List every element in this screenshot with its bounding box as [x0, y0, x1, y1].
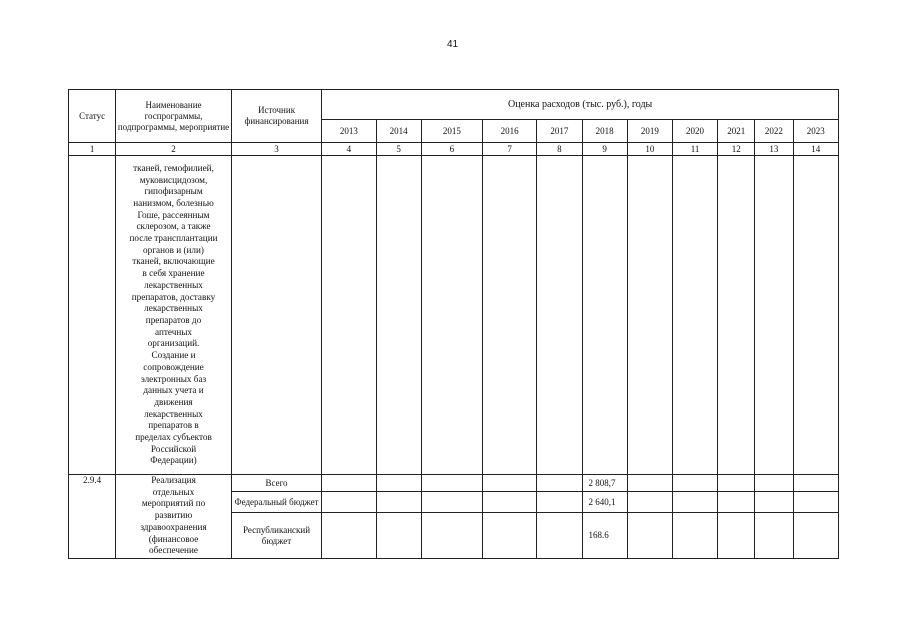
year-2016: 2016 — [483, 120, 537, 143]
source-cell: Республиканский бюджет — [231, 513, 321, 559]
year-2013: 2013 — [322, 120, 376, 143]
col-number: 10 — [627, 143, 672, 156]
col-number: 8 — [537, 143, 582, 156]
col-number: 11 — [672, 143, 717, 156]
source-cell: Всего — [231, 475, 321, 492]
col-number: 5 — [376, 143, 421, 156]
header-status: Статус — [69, 90, 116, 143]
col-number: 13 — [755, 143, 793, 156]
col-number: 6 — [421, 143, 482, 156]
year-2021: 2021 — [718, 120, 755, 143]
year-2020: 2020 — [672, 120, 717, 143]
col-number: 9 — [582, 143, 627, 156]
page-number: 41 — [446, 39, 459, 50]
col-number: 3 — [231, 143, 321, 156]
value-2018: 2 640,1 — [582, 492, 627, 513]
item-name-text: Реализация отдельных мероприятий по развитию здравоохранения (финансовое обеспечение — [140, 475, 207, 556]
header-estimate: Оценка расходов (тыс. руб.), годы — [322, 90, 839, 120]
table-row — [69, 156, 839, 475]
column-numbers-row — [69, 143, 839, 156]
source-cell: Федеральный бюджет — [231, 492, 321, 513]
year-2023: 2023 — [793, 120, 838, 143]
value-2018: 2 808,7 — [582, 475, 627, 492]
col-number: 12 — [718, 143, 755, 156]
year-2015: 2015 — [421, 120, 482, 143]
col-number: 7 — [483, 143, 537, 156]
col-number: 14 — [793, 143, 838, 156]
item-status: 2.9.4 — [69, 475, 116, 559]
col-number: 1 — [69, 143, 116, 156]
col-number: 2 — [116, 143, 232, 156]
budget-table — [68, 89, 839, 559]
col-number: 4 — [322, 143, 376, 156]
year-2022: 2022 — [755, 120, 793, 143]
header-name: Наименование госпрограммы, подпрограммы, мероприятие — [116, 90, 232, 143]
year-2017: 2017 — [537, 120, 582, 143]
continued-name-text: тканей, гемофилией, муковисцидозом, гипофизарным нанизмом, болезнью Гоше, рассеянным склерозом, а также после трансплантации органов и (или) тканей, включающие в себя хранение лекарственных препаратов, доставку лекарственных препаратов до аптечных организаций. Создание и сопровождение электронных баз данных учета и движения лекарственных препаратов в пределах субъектов Российской Федерации) — [129, 162, 218, 466]
year-2014: 2014 — [376, 120, 421, 143]
table-row — [69, 475, 839, 492]
value-2018: 168.6 — [582, 513, 627, 559]
year-2019: 2019 — [627, 120, 672, 143]
year-2018: 2018 — [582, 120, 627, 143]
header-source: Источник финансирования — [231, 90, 321, 143]
